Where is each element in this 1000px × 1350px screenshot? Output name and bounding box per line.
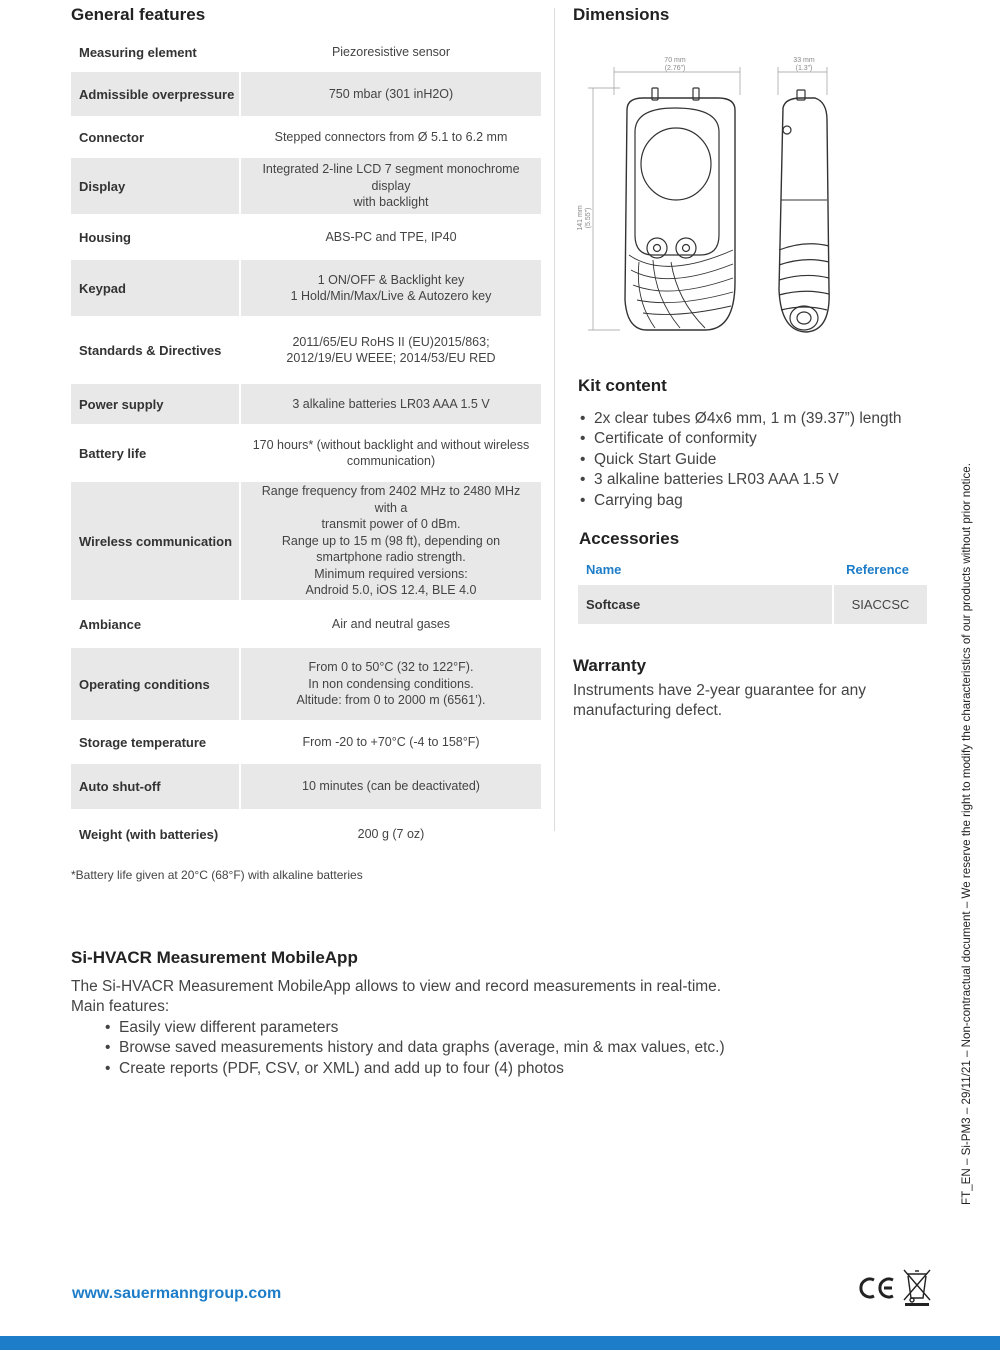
ce-mark-icon [861,1279,893,1297]
row-value: Piezoresistive sensor [331,44,451,59]
table-row [71,722,541,762]
list-item: • Browse saved measurements history and data graphs (average, min & max values, etc.) [103,1038,725,1058]
width-label: 70 mm [664,57,686,64]
dimensions-drawing [575,50,845,340]
table-row [71,118,541,156]
row-label: Standards & Directives [79,342,222,358]
app-intro: The Si-HVACR Measurement MobileApp allows to view and record measurements in real-time. Main features: [71,978,722,1016]
table-row [71,34,541,70]
row-value: 200 g (7 oz) [357,826,425,841]
device-front-view [625,88,735,330]
accessory-name: Softcase [578,585,832,624]
app-features-list [103,1018,725,1079]
device-side-view [779,90,829,332]
accessories-row [578,585,927,624]
row-value: 10 minutes (can be deactivated) [241,764,541,809]
row-label: Weight (with batteries) [79,826,219,842]
warranty-title: Warranty [573,656,647,675]
table-row [71,426,541,480]
warranty-text: Instruments have 2-year guarantee for any manufacturing defect. [573,682,866,720]
accessories-title: Accessories [579,529,680,548]
list-item: • 2x clear tubes Ø4x6 mm, 1 m (39.37”) length [578,409,902,429]
list-item: • Certificate of conformity [578,429,902,449]
accessories-header [578,560,927,580]
accessories-col-name: Name [586,562,622,577]
row-label: Display [71,158,239,214]
height-dimension [588,88,620,330]
row-label: Auto shut-off [71,764,239,809]
table-row [71,384,541,424]
depth-label-in: (1.3”) [795,65,813,72]
kit-content-list [578,409,902,511]
row-label: Measuring element [79,44,197,60]
table-row [71,318,541,382]
row-label: Admissible overpressure [71,72,239,116]
bottom-accent-bar [0,1336,1000,1350]
list-item: • 3 alkaline batteries LR03 AAA 1.5 V [578,470,902,490]
kit-content-title: Kit content [578,376,667,395]
certification-marks [857,1266,932,1308]
row-label: Connector [79,129,144,145]
row-value: ABS-PC and TPE, IP40 [325,229,457,244]
table-row [71,602,541,646]
row-value: 1 ON/OFF & Backlight key 1 Hold/Min/Max/Live & Autozero key [241,260,541,316]
column-divider [554,8,555,831]
row-label: Battery life [79,445,147,461]
list-item: • Carrying bag [578,491,902,511]
list-item: • Quick Start Guide [578,450,902,470]
height-label-in: (5.55”) [585,207,592,229]
width-label-in: (2.76”) [664,65,686,72]
list-item: • Easily view different parameters [103,1018,725,1038]
row-value: From -20 to +70°C (-4 to 158°F) [302,734,480,749]
battery-footnote: *Battery life given at 20°C (68°F) with alkaline batteries [71,868,363,882]
row-label: Ambiance [79,616,142,632]
row-label: Housing [79,229,131,245]
row-value: From 0 to 50°C (32 to 122°F). In non condensing conditions. Altitude: from 0 to 2000 m (6561’). [241,648,541,720]
row-label: Wireless communication [71,482,239,600]
row-value: Integrated 2-line LCD 7 segment monochrome display with backlight [241,158,541,214]
row-label: Power supply [71,384,239,424]
row-label: Operating conditions [71,648,239,720]
row-label: Keypad [71,260,239,316]
table-row [71,764,541,809]
depth-label: 33 mm [793,57,815,64]
legal-side-note: FT_EN – Si-PM3 – 29/11/21 – Non-contractual document – We reserve the right to modify the characteristics of our products without prior notice. [960,463,973,1205]
dimensions-title: Dimensions [573,5,670,24]
height-label: 141 mm [577,205,584,231]
general-features-table [71,34,541,859]
row-value: 170 hours* (without backlight and without wireless communication) [252,437,530,468]
general-features-title: General features [71,5,206,24]
list-item: • Create reports (PDF, CSV, or XML) and add up to four (4) photos [103,1059,725,1079]
table-row [71,811,541,857]
row-label: Storage temperature [79,734,207,750]
row-value: 2011/65/EU RoHS II (EU)2015/863; 2012/19/EU WEEE; 2014/53/EU RED [286,334,496,365]
table-row [71,482,541,600]
row-value: Stepped connectors from Ø 5.1 to 6.2 mm [274,129,508,144]
accessory-reference: SIACCSC [834,585,927,624]
table-row [71,72,541,116]
app-title: Si-HVACR Measurement MobileApp [71,948,358,967]
weee-bin-icon [904,1270,930,1306]
table-row [71,216,541,258]
website-link[interactable]: www.sauermanngroup.com [72,1285,282,1302]
row-value: Air and neutral gases [331,616,451,631]
table-row [71,158,541,214]
table-row [71,648,541,720]
accessories-col-reference: Reference [846,562,909,577]
row-value: 3 alkaline batteries LR03 AAA 1.5 V [241,384,541,424]
table-row [71,260,541,316]
row-value: 750 mbar (301 inH2O) [241,72,541,116]
row-value: Range frequency from 2402 MHz to 2480 MHz with a transmit power of 0 dBm. Range up to 15 m (98 ft), depending on smartphone radio strength. Minimum required versions: Android 5.0, iOS 12.4, BLE 4.0 [241,482,541,600]
